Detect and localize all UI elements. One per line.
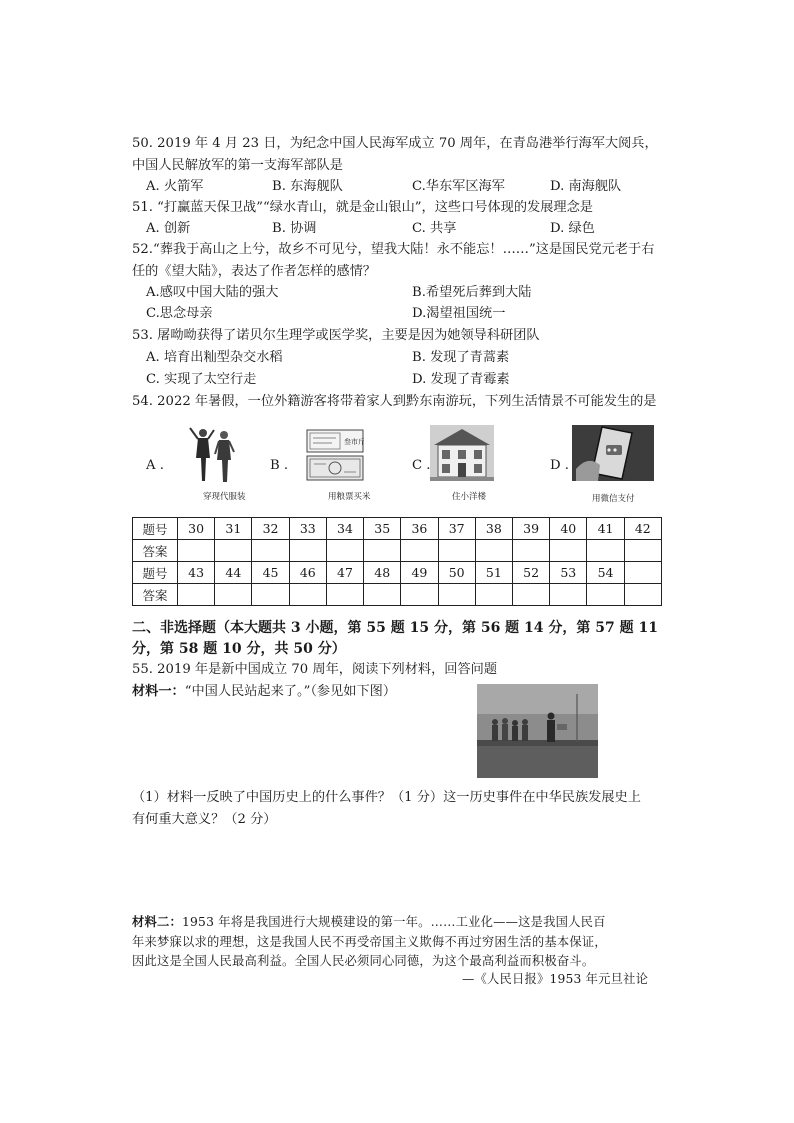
question-number-cell: 37 bbox=[438, 518, 475, 540]
question-number-cell: 43 bbox=[178, 562, 215, 584]
q52-stem-line1: 52.“葬我于高山之上兮，故乡不可见兮，望我大陆！永不能忘！……”这是国民党元老于右 bbox=[132, 242, 655, 257]
q53-option-c[interactable]: C. 实现了太空行走 bbox=[146, 372, 257, 387]
answer-cell[interactable] bbox=[289, 584, 326, 606]
question-number-cell bbox=[624, 562, 661, 584]
question-number-cell: 34 bbox=[326, 518, 363, 540]
question-number-cell: 44 bbox=[215, 562, 252, 584]
q53-option-d[interactable]: D. 发现了青霉素 bbox=[412, 372, 510, 387]
question-number-cell: 45 bbox=[252, 562, 289, 584]
q50-stem-line2: 中国人民解放军的第一支海军部队是 bbox=[132, 158, 343, 173]
q54-caption-d: 用微信支付 bbox=[592, 494, 635, 504]
q54-caption-a: 穿现代服装 bbox=[203, 492, 246, 502]
question-number-cell: 38 bbox=[475, 518, 512, 540]
q54-option-d-letter[interactable]: D . bbox=[550, 458, 569, 473]
question-number-cell: 49 bbox=[401, 562, 438, 584]
answer-cell[interactable] bbox=[438, 584, 475, 606]
ration-coupon-amount-text: 叁市斤 bbox=[344, 438, 364, 446]
answer-cell[interactable] bbox=[401, 584, 438, 606]
western-style-house-image bbox=[430, 425, 494, 481]
q50-option-d[interactable]: D. 南海舰队 bbox=[550, 179, 622, 194]
answer-row bbox=[133, 584, 662, 606]
question-number-header: 题号 bbox=[133, 562, 178, 584]
q54-option-b-letter[interactable]: B . bbox=[270, 458, 289, 473]
question-number-cell: 50 bbox=[438, 562, 475, 584]
q51-option-d[interactable]: D. 绿色 bbox=[550, 221, 595, 236]
q50-option-c[interactable]: C.华东军区海军 bbox=[412, 179, 505, 194]
question-number-cell: 36 bbox=[401, 518, 438, 540]
answer-cell[interactable] bbox=[364, 584, 401, 606]
material2-label: 材料二： bbox=[132, 914, 182, 929]
question-number-cell: 31 bbox=[215, 518, 252, 540]
q55-intro: 55. 2019 年是新中国成立 70 周年，阅读下列材料，回答问题 bbox=[132, 662, 498, 677]
q51-option-b[interactable]: B. 协调 bbox=[272, 221, 317, 236]
answer-header: 答案 bbox=[133, 540, 178, 562]
answer-cell[interactable] bbox=[178, 540, 215, 562]
answer-cell[interactable] bbox=[364, 540, 401, 562]
question-number-cell: 40 bbox=[550, 518, 587, 540]
q50-option-a[interactable]: A. 火箭军 bbox=[146, 179, 204, 194]
question-number-header: 题号 bbox=[133, 518, 178, 540]
answer-header: 答案 bbox=[133, 584, 178, 606]
answer-cell[interactable] bbox=[326, 584, 363, 606]
q54-caption-b: 用粮票买米 bbox=[328, 492, 371, 502]
question-number-cell: 30 bbox=[178, 518, 215, 540]
material2-line1-text: 1953 年将是我国进行大规模建设的第一年。……工业化——这是我国人民百 bbox=[182, 915, 606, 929]
answer-cell[interactable] bbox=[550, 540, 587, 562]
question-number-cell: 47 bbox=[326, 562, 363, 584]
founding-ceremony-photo bbox=[477, 684, 598, 778]
question-number-row bbox=[133, 518, 662, 540]
q52-option-a[interactable]: A.感叹中国大陆的强大 bbox=[146, 285, 279, 300]
answer-cell bbox=[624, 584, 661, 606]
q53-option-a[interactable]: A. 培育出籼型杂交水稻 bbox=[146, 350, 283, 365]
answer-cell[interactable] bbox=[401, 540, 438, 562]
q50-option-b[interactable]: B. 东海舰队 bbox=[272, 179, 343, 194]
q53-option-b[interactable]: B. 发现了青蒿素 bbox=[412, 350, 510, 365]
people-in-modern-clothes-image bbox=[186, 426, 238, 484]
question-number-cell: 42 bbox=[624, 518, 661, 540]
question-number-cell: 51 bbox=[475, 562, 512, 584]
answer-cell[interactable] bbox=[475, 540, 512, 562]
answer-cell[interactable] bbox=[550, 584, 587, 606]
answer-cell[interactable] bbox=[215, 584, 252, 606]
material2-line2: 年来梦寐以求的理想，这是我国人民不再受帝国主义欺侮不再过穷困生活的基本保证， bbox=[132, 935, 607, 949]
q51-option-a[interactable]: A. 创新 bbox=[146, 221, 191, 236]
question-number-cell: 41 bbox=[587, 518, 624, 540]
food-ration-coupon-image bbox=[306, 428, 364, 482]
answer-cell[interactable] bbox=[178, 584, 215, 606]
answer-cell[interactable] bbox=[587, 584, 624, 606]
q54-option-a-letter[interactable]: A . bbox=[146, 458, 164, 473]
answer-cell[interactable] bbox=[289, 540, 326, 562]
answer-row bbox=[133, 540, 662, 562]
answer-cell[interactable] bbox=[326, 540, 363, 562]
answer-cell[interactable] bbox=[624, 540, 661, 562]
question-number-cell: 52 bbox=[512, 562, 549, 584]
q55-sub1-line1: （1）材料一反映了中国历史上的什么事件？（1 分）这一历史事件在中华民族发展史上 bbox=[132, 790, 641, 805]
section2-heading-line1: 二、非选择题（本大题共 3 小题，第 55 题 15 分，第 56 题 14 分，第 57 题 11 bbox=[132, 620, 658, 636]
q51-stem: 51. “打赢蓝天保卫战”“绿水青山，就是金山银山”，这些口号体现的发展理念是 bbox=[132, 200, 593, 215]
answer-cell[interactable] bbox=[252, 584, 289, 606]
q55-sub1-line2: 有何重大意义？（2 分） bbox=[132, 812, 277, 827]
question-number-cell: 48 bbox=[364, 562, 401, 584]
answer-cell[interactable] bbox=[252, 540, 289, 562]
answer-table bbox=[132, 517, 662, 606]
material1 bbox=[132, 683, 396, 700]
answer-cell[interactable] bbox=[215, 540, 252, 562]
material2-line3: 因此这是全国人民最高利益。全国人民必须同心同德，为这个最高利益而积极奋斗。 bbox=[132, 954, 595, 968]
question-number-cell: 39 bbox=[512, 518, 549, 540]
q54-option-c-letter[interactable]: C . bbox=[412, 458, 431, 473]
wechat-pay-phone-image bbox=[572, 425, 654, 481]
material2-source: —《人民日报》1953 年元旦社论 bbox=[462, 972, 649, 986]
answer-cell[interactable] bbox=[512, 584, 549, 606]
q52-option-c[interactable]: C.思念母亲 bbox=[146, 306, 213, 321]
q52-stem-line2: 任的《望大陆》，表达了作者怎样的感情？ bbox=[132, 264, 376, 279]
question-number-cell: 32 bbox=[252, 518, 289, 540]
q50-stem-line1: 50. 2019 年 4 月 23 日，为纪念中国人民海军成立 70 周年，在青岛港举行海军大阅兵， bbox=[132, 136, 658, 151]
answer-cell[interactable] bbox=[438, 540, 475, 562]
material2-line1 bbox=[132, 912, 606, 932]
q54-stem: 54. 2022 年暑假，一位外籍游客将带着家人到黔东南游玩，下列生活情景不可能发生的是 bbox=[132, 394, 657, 409]
q52-option-b[interactable]: B.希望死后葬到大陆 bbox=[412, 285, 532, 300]
section2-heading-line2: 分，第 58 题 10 分，共 50 分） bbox=[132, 641, 346, 657]
answer-cell[interactable] bbox=[587, 540, 624, 562]
question-number-cell: 33 bbox=[289, 518, 326, 540]
answer-cell[interactable] bbox=[475, 584, 512, 606]
question-number-cell: 35 bbox=[364, 518, 401, 540]
question-number-cell: 54 bbox=[587, 562, 624, 584]
q54-caption-c: 住小洋楼 bbox=[452, 492, 487, 502]
q53-stem: 53. 屠呦呦获得了诺贝尔生理学或医学奖，主要是因为她领导科研团队 bbox=[132, 328, 540, 343]
q51-option-c[interactable]: C. 共享 bbox=[412, 221, 457, 236]
answer-cell[interactable] bbox=[512, 540, 549, 562]
question-number-cell: 53 bbox=[550, 562, 587, 584]
question-number-cell: 46 bbox=[289, 562, 326, 584]
q52-option-d[interactable]: D.渴望祖国统一 bbox=[412, 306, 506, 321]
question-number-row bbox=[133, 562, 662, 584]
material1-text: “中国人民站起来了。”（参见如下图） bbox=[184, 684, 397, 699]
material1-label: 材料一： bbox=[132, 684, 185, 699]
